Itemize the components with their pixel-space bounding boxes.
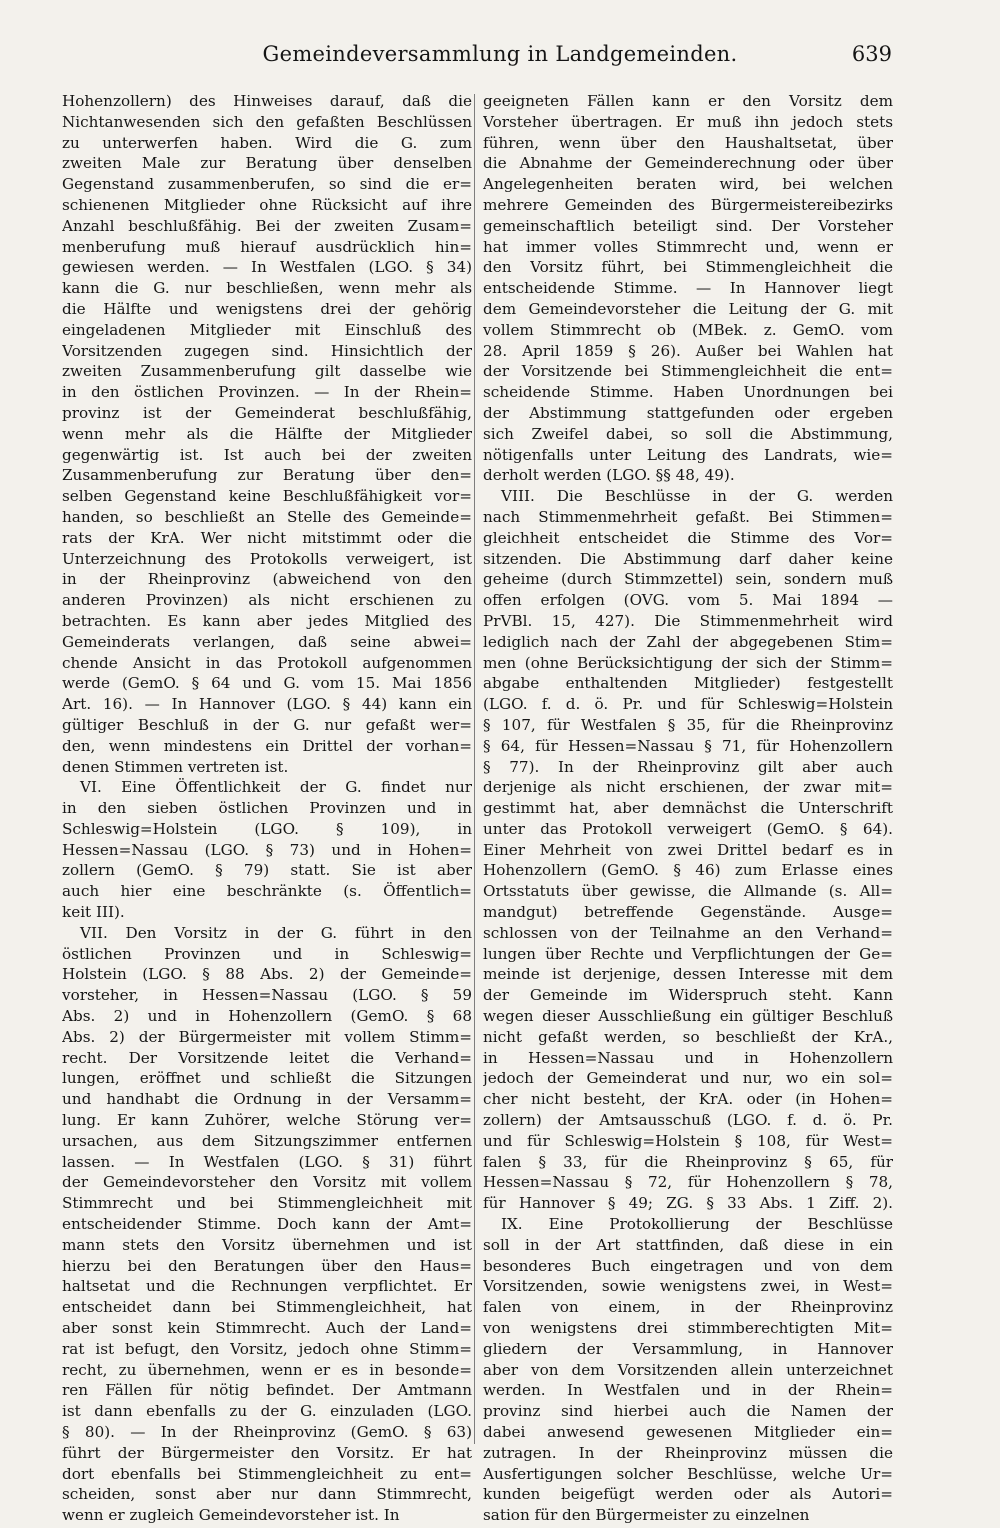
text-line: Hohenzollern (GemO. § 46) zum Erlasse eines (483, 861, 893, 880)
text-line: abgabe enthaltenden Mitglieder) festgestellt (483, 674, 893, 693)
text-line: Gegenstand zusammenberufen, so sind die er= (62, 175, 472, 194)
text-line: (LGO. f. d. ö. Pr. und für Schleswig=Holstein (483, 695, 893, 714)
text-line: Hessen=Nassau (LGO. § 73) und in Hohen= (62, 840, 472, 859)
text-line: zutragen. In der Rheinprovinz müssen die (483, 1443, 893, 1462)
text-line: der Gemeindevorsteher den Vorsitz mit vollem (62, 1173, 472, 1192)
text-line: ist dann ebenfalls zu der G. einzuladen (LGO. (62, 1402, 472, 1421)
text-line: betrachten. Es kann aber jedes Mitglied des (62, 611, 472, 630)
text-line: zweiten Male zur Beratung über denselben (62, 154, 472, 173)
text-line: vollem Stimmrecht ob (MBek. z. GemO. vom (483, 320, 893, 339)
text-line: besonderes Buch eingetragen und von dem (483, 1256, 893, 1275)
text-line: lediglich nach der Zahl der abgegebenen Stim= (483, 632, 893, 651)
text-line: VII. Den Vorsitz in der G. führt in den (80, 923, 472, 942)
text-line: mandgut) betreffende Gegenstände. Ausge= (483, 903, 893, 922)
text-line: Angelegenheiten beraten wird, bei welchen (483, 175, 893, 194)
text-line: cher nicht besteht, der KrA. oder (in Hohen= (483, 1090, 893, 1109)
text-line: lung. Er kann Zuhörer, welche Störung ver= (62, 1111, 472, 1130)
text-line: hat immer volles Stimmrecht und, wenn er (483, 237, 893, 256)
text-line: rat ist befugt, den Vorsitz, jedoch ohne Stimm= (62, 1339, 472, 1358)
text-line: PrVBl. 15, 427). Die Stimmenmehrheit wird (483, 611, 893, 630)
text-line: provinz ist der Gemeinderat beschlußfähig, (62, 403, 472, 422)
text-line: Zusammenberufung zur Beratung über den= (62, 466, 472, 485)
text-line: unter das Protokoll verweigert (GemO. § 64). (483, 819, 893, 838)
text-line: und handhabt die Ordnung in der Versamm= (62, 1090, 472, 1109)
text-line: gewiesen werden. — In Westfalen (LGO. § 34) (62, 258, 472, 277)
text-line: VI. Eine Öffentlichkeit der G. findet nur (80, 778, 472, 797)
text-line: östlichen Provinzen und in Schleswig= (62, 944, 472, 963)
text-line: handen, so beschließt an Stelle des Gemeinde= (62, 507, 472, 526)
left-text-column (62, 91, 472, 1526)
text-line: jedoch der Gemeinderat und nur, wo ein sol= (483, 1069, 893, 1088)
text-line: Vorsteher übertragen. Er muß ihn jedoch stets (483, 112, 893, 131)
text-line: § 80). — In der Rheinprovinz (GemO. § 63) (62, 1423, 472, 1441)
text-line: menberufung muß hierauf ausdrücklich hin= (62, 237, 472, 256)
text-line: entscheidet dann bei Stimmengleichheit, hat (62, 1298, 472, 1317)
text-line: vorsteher, in Hessen=Nassau (LGO. § 59 (62, 986, 472, 1005)
text-line: Hohenzollern) des Hinweises darauf, daß die (62, 92, 472, 110)
text-line: der Abstimmung stattgefunden oder ergeben (483, 403, 893, 422)
text-line: provinz sind hierbei auch die Namen der (483, 1402, 893, 1421)
text-line: nicht gefaßt werden, so beschließt der KrA., (483, 1027, 893, 1046)
text-line: nötigenfalls unter Leitung des Landrats, wie= (483, 445, 893, 464)
text-line: führen, wenn über den Haushaltsetat, über (483, 133, 893, 152)
text-line: aber sonst kein Stimmrecht. Auch der Land= (62, 1319, 472, 1338)
text-line: Stimmrecht und bei Stimmengleichheit mit (62, 1194, 472, 1213)
text-line: Ausfertigungen solcher Beschlüsse, welche Ur= (483, 1464, 893, 1483)
text-line: § 107, für Westfalen § 35, für die Rheinprovinz (483, 715, 893, 734)
text-line: zweiten Zusammenberufung gilt dasselbe wie (62, 362, 472, 381)
text-line: ren Fällen für nötig befindet. Der Amtmann (62, 1381, 472, 1400)
text-line: der Gemeinde im Widerspruch steht. Kann (483, 986, 893, 1005)
text-line: sitzenden. Die Abstimmung darf daher keine (483, 549, 893, 568)
text-line: mehrere Gemeinden des Bürgermeistereibezirks (483, 195, 893, 214)
text-line: 28. April 1859 § 26). Außer bei Wahlen hat (483, 341, 893, 360)
text-line: den, wenn mindestens ein Drittel der vorhan= (62, 736, 472, 755)
text-line: für Hannover § 49; ZG. § 33 Abs. 1 Ziff. 2). (483, 1194, 893, 1213)
text-line: scheidende Stimme. Haben Unordnungen bei (483, 383, 893, 402)
text-line: zollern) der Amtsausschuß (LGO. f. d. ö. Pr. (483, 1111, 893, 1130)
text-line: Hessen=Nassau § 72, für Hohenzollern § 78, (483, 1173, 893, 1192)
right-text-column (483, 91, 893, 1526)
text-line: Einer Mehrheit von zwei Drittel bedarf es in (483, 840, 893, 859)
text-line: anderen Provinzen) als nicht erschienen zu (62, 591, 472, 610)
text-line: eingeladenen Mitglieder mit Einschluß des (62, 320, 472, 339)
text-line: lassen. — In Westfalen (LGO. § 31) führt (62, 1152, 472, 1171)
text-line: Unterzeichnung des Protokolls verweigert, ist (62, 549, 472, 568)
text-line: Vorsitzenden, sowie wenigstens zwei, in West= (483, 1277, 893, 1296)
text-line: selben Gegenstand keine Beschlußfähigkeit vor= (62, 487, 472, 506)
text-line: IX. Eine Protokollierung der Beschlüsse (501, 1215, 893, 1234)
text-line: gleichheit entscheidet die Stimme des Vor= (483, 528, 893, 547)
text-line: recht, zu übernehmen, wenn er es in besonde= (62, 1360, 472, 1379)
text-line: Anzahl beschlußfähig. Bei der zweiten Zusam= (62, 216, 472, 235)
text-line: und für Schleswig=Holstein § 108, für West= (483, 1131, 893, 1150)
text-line: falen § 33, für die Rheinprovinz § 65, für (483, 1152, 893, 1171)
text-line: entscheidender Stimme. Doch kann der Amt= (62, 1215, 472, 1234)
text-line: Holstein (LGO. § 88 Abs. 2) der Gemeinde= (62, 965, 472, 984)
text-line: schienenen Mitglieder ohne Rücksicht auf ihre (62, 195, 472, 214)
text-line: recht. Der Vorsitzende leitet die Verhand= (62, 1048, 472, 1067)
text-line: hierzu bei den Beratungen über den Haus= (62, 1256, 472, 1275)
text-line: Art. 16). — In Hannover (LGO. § 44) kann ein (62, 695, 472, 714)
text-line: denen Stimmen vertreten ist. (62, 757, 289, 776)
text-line: der Vorsitzende bei Stimmengleichheit die ent= (483, 362, 893, 381)
text-line: gültiger Beschluß in der G. nur gefaßt wer= (62, 715, 472, 734)
text-line: wenn er zugleich Gemeindevorsteher ist. In (62, 1506, 400, 1525)
text-line: gliedern der Versammlung, in Hannover (483, 1339, 893, 1358)
text-line: in der Rheinprovinz (abweichend von den (62, 570, 472, 589)
text-line: sation für den Bürgermeister zu einzelnen (483, 1506, 810, 1525)
text-line: die Hälfte und wenigstens drei der gehörig (62, 299, 472, 318)
text-line: aber von dem Vorsitzenden allein unterzeichnet (483, 1360, 893, 1379)
text-line: lungen, eröffnet und schließt die Sitzungen (62, 1069, 472, 1088)
text-line: wegen dieser Ausschließung ein gültiger Beschluß (483, 1007, 893, 1026)
text-line: gestimmt hat, aber demnächst die Unterschrift (483, 799, 893, 818)
text-line: derjenige als nicht erschienen, der zwar mit= (483, 778, 893, 797)
text-line: Abs. 2) der Bürgermeister mit vollem Stimm= (62, 1027, 472, 1046)
column-divider (474, 94, 475, 1444)
text-line: in den sieben östlichen Provinzen und in (62, 799, 472, 818)
text-line: geeigneten Fällen kann er den Vorsitz dem (483, 92, 893, 110)
text-line: Abs. 2) und in Hohenzollern (GemO. § 68 (62, 1007, 472, 1026)
text-line: meinde ist derjenige, dessen Interesse mit dem (483, 965, 893, 984)
text-line: offen erfolgen (OVG. vom 5. Mai 1894 — (483, 591, 893, 610)
text-line: werden. In Westfalen und in der Rhein= (483, 1381, 893, 1400)
text-line: von wenigstens drei stimmberechtigten Mit= (483, 1319, 893, 1338)
text-line: geheime (durch Stimmzettel) sein, sondern muß (483, 570, 893, 589)
text-line: Gemeinderats verlangen, daß seine abwei= (62, 632, 472, 651)
text-line: in den östlichen Provinzen. — In der Rhein= (62, 383, 472, 402)
page-header (60, 42, 940, 76)
text-line: scheiden, sonst aber nur dann Stimmrecht, (62, 1485, 472, 1504)
text-line: zu unterwerfen haben. Wird die G. zum (62, 133, 472, 152)
text-line: zollern (GemO. § 79) statt. Sie ist aber (62, 861, 472, 880)
text-line: gegenwärtig ist. Ist auch bei der zweiten (62, 445, 472, 464)
text-line: dort ebenfalls bei Stimmengleichheit zu ent= (62, 1464, 472, 1483)
text-line: § 64, für Hessen=Nassau § 71, für Hohenzollern (483, 736, 893, 755)
text-line: Ortsstatuts über gewisse, die Allmande (s. All= (483, 882, 893, 901)
text-line: Schleswig=Holstein (LGO. § 109), in (62, 819, 472, 838)
text-line: werde (GemO. § 64 und G. vom 15. Mai 1856 (62, 674, 472, 693)
text-line: chende Ansicht in das Protokoll aufgenommen (62, 653, 472, 672)
text-line: in Hessen=Nassau und in Hohenzollern (483, 1048, 893, 1067)
text-line: entscheidende Stimme. — In Hannover liegt (483, 279, 893, 298)
text-line: dem Gemeindevorsteher die Leitung der G. mit (483, 299, 893, 318)
text-line: mann stets den Vorsitz übernehmen und ist (62, 1235, 472, 1254)
text-line: wenn mehr als die Hälfte der Mitglieder (62, 424, 472, 443)
text-line: men (ohne Berücksichtigung der sich der Stimm= (483, 653, 893, 672)
text-line: rats der KrA. Wer nicht mitstimmt oder die (62, 528, 472, 547)
text-line: keit III). (62, 903, 125, 922)
text-line: Nichtanwesenden sich den gefaßten Beschlüssen (62, 112, 472, 131)
text-line: nach Stimmenmehrheit gefaßt. Bei Stimmen= (483, 507, 893, 526)
text-line: derholt werden (LGO. §§ 48, 49). (483, 466, 735, 485)
text-line: ursachen, aus dem Sitzungszimmer entfernen (62, 1131, 472, 1150)
text-line: kann die G. nur beschließen, wenn mehr als (62, 279, 472, 298)
text-line: die Abnahme der Gemeinderechnung oder über (483, 154, 893, 173)
page-number: 639 (851, 42, 892, 66)
text-line: den Vorsitz führt, bei Stimmengleichheit die (483, 258, 893, 277)
text-line: auch hier eine beschränkte (s. Öffentlich= (62, 882, 472, 901)
text-line: schlossen von der Teilnahme an den Verhand= (483, 923, 893, 942)
text-line: Vorsitzenden zugegen sind. Hinsichtlich der (62, 341, 472, 360)
text-line: § 77). In der Rheinprovinz gilt aber auch (483, 757, 893, 776)
text-line: führt der Bürgermeister den Vorsitz. Er hat (62, 1443, 472, 1462)
text-line: dabei anwesend gewesenen Mitglieder ein= (483, 1423, 893, 1441)
text-line: kunden beigefügt werden oder als Autori= (483, 1485, 893, 1504)
text-line: VIII. Die Beschlüsse in der G. werden (501, 487, 893, 506)
text-line: gemeinschaftlich beteiligt sind. Der Vorsteher (483, 216, 893, 235)
text-line: falen von einem, in der Rheinprovinz (483, 1298, 893, 1317)
text-line: haltsetat und die Rechnungen verpflichtet. Er (62, 1277, 472, 1296)
text-line: soll in der Art stattfinden, daß diese in ein (483, 1235, 893, 1254)
text-line: sich Zweifel dabei, so soll die Abstimmung, (483, 424, 893, 443)
running-head: Gemeindeversammlung in Landgemeinden. (262, 42, 738, 66)
text-line: lungen über Rechte und Verpflichtungen der Ge= (483, 944, 893, 963)
